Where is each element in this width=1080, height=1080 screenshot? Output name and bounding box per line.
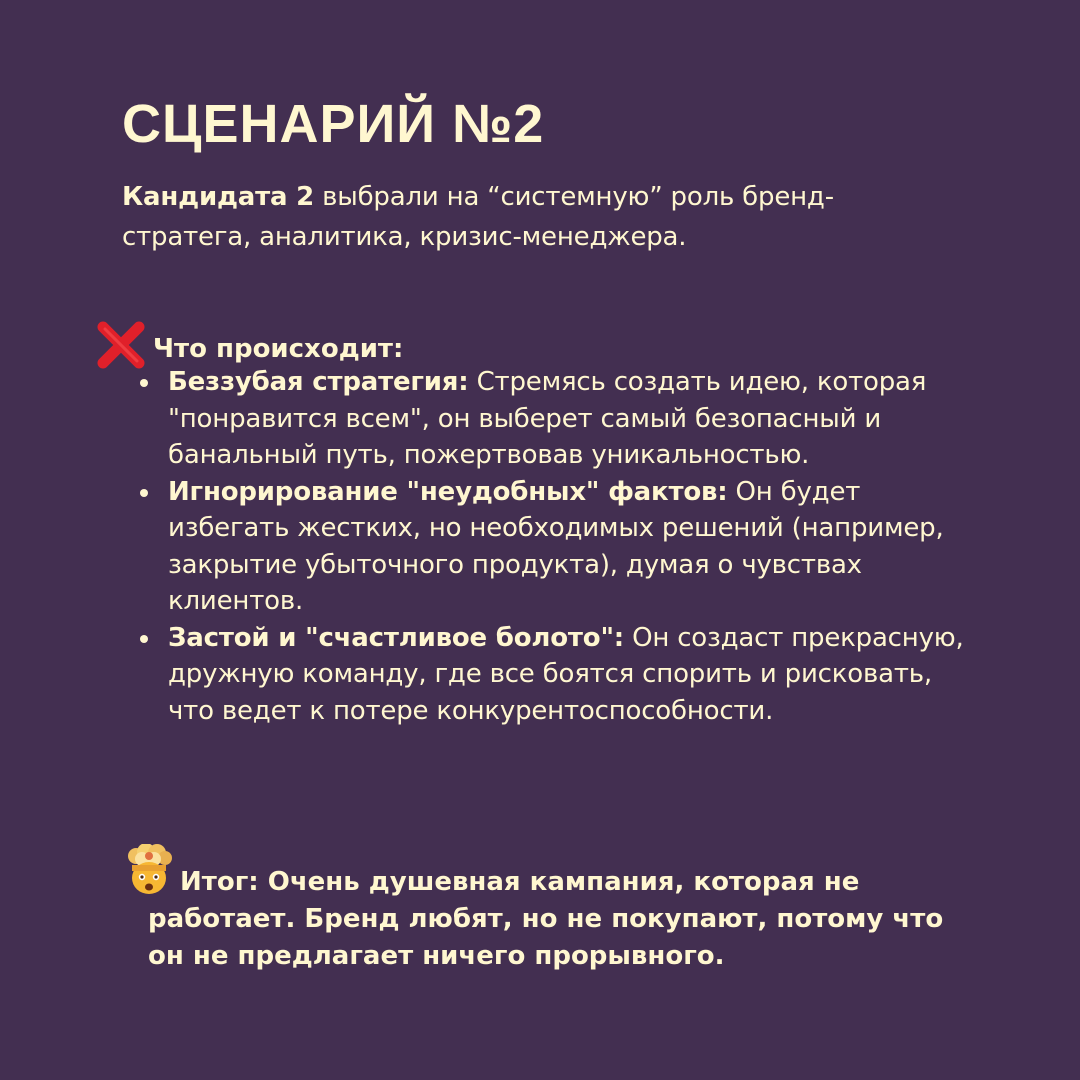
- bullet-text: Он будет избегать жестких, но необходимых решений (например, закрытие убыточного продукта), думая о чувствах клиентов.: [168, 476, 944, 616]
- result-block: [122, 844, 962, 975]
- exploding-head-emoji-icon: [122, 844, 176, 896]
- intro-text: выбрали на “системную” роль бренд-стратега, аналитика, кризис-менеджера.: [122, 182, 834, 252]
- bullet-bold: Застой и "счастливое болото":: [168, 622, 624, 653]
- bullet-list: [138, 364, 978, 729]
- bullet-dot: [140, 635, 148, 643]
- bullet-text: Он создаст прекрасную, дружную команду, где все боятся спорить и рисковать, что ведет к потере конкурентоспособности.: [168, 622, 964, 726]
- bullet-dot: [140, 489, 148, 497]
- slide-title: СЦЕНАРИЙ №2: [122, 94, 545, 154]
- bullet-bold: Беззубая стратегия:: [168, 367, 469, 397]
- list-item: [138, 474, 978, 620]
- result-text: Итог: Очень душевная кампания, которая не работает. Бренд любят, но не покупают, потому что он не предлагает ничего прорывного.: [148, 867, 944, 971]
- intro-paragraph: [122, 177, 942, 257]
- bullet-bold: Игнорирование "неудобных" фактов:: [168, 476, 728, 507]
- bullet-dot: [140, 379, 148, 387]
- section-title: Что происходит:: [153, 334, 404, 364]
- list-item: [138, 364, 978, 474]
- list-item: [138, 620, 978, 730]
- bullet-text: Стремясь создать идею, которая "понравится всем", он выберет самый безопасный и банальный путь, пожертвовав уникальностью.: [168, 367, 927, 470]
- intro-bold: Кандидата 2: [122, 182, 315, 212]
